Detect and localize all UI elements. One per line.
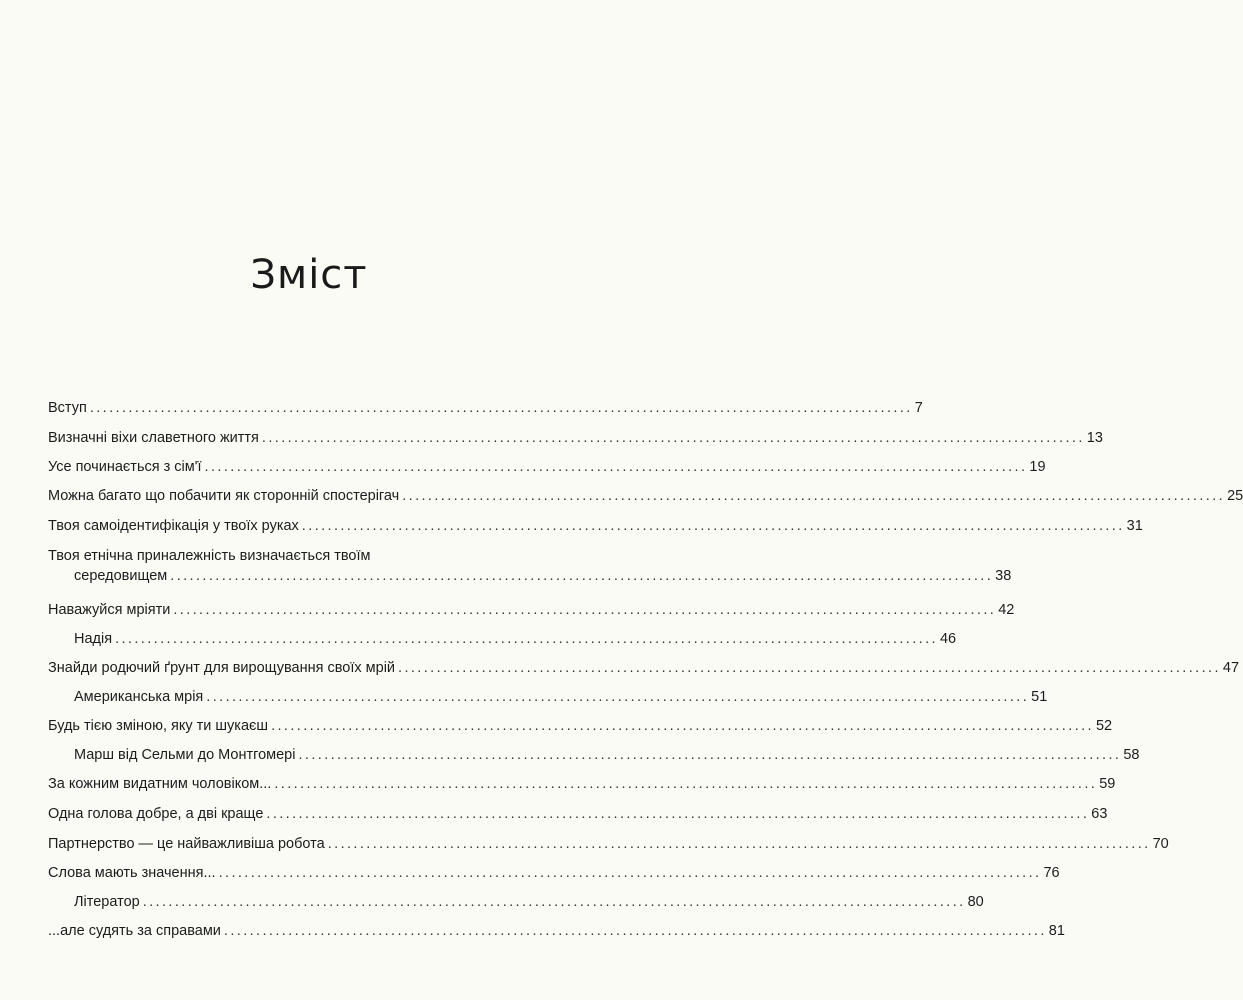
toc-entry (48, 629, 957, 649)
toc-entry (48, 687, 1048, 707)
toc-leader-dots: ................................................................................................................................ (218, 865, 1042, 881)
toc-entry-title: середовищем (74, 568, 168, 584)
toc-entry (48, 745, 1140, 765)
toc-leader-dots: ................................................................................................................................ (89, 400, 913, 416)
toc-entry (48, 546, 1012, 586)
toc-entry-page: 38 (995, 568, 1012, 584)
toc-leader-dots: ................................................................................................................................ (142, 894, 966, 910)
toc-entry-title: Вступ (48, 400, 87, 416)
toc-entry (48, 600, 1015, 620)
toc-entry-page: 70 (1152, 836, 1169, 852)
toc-entry (48, 486, 1243, 506)
toc-entry-page: 25 (1227, 488, 1243, 504)
toc-leader-dots: ................................................................................................................................ (223, 923, 1047, 939)
toc-entry (48, 516, 1143, 536)
toc-leader-dots: ................................................................................................................................ (173, 602, 997, 618)
toc-entry-page: 31 (1126, 518, 1143, 534)
toc-entry-page: 58 (1123, 747, 1140, 763)
toc-entry (48, 921, 1065, 941)
toc-entry-page: 42 (998, 602, 1015, 618)
toc-entry-page: 47 (1222, 660, 1240, 676)
toc-entry-title: Літератор (74, 894, 140, 910)
toc-entry-title: За кожним видатним чоловіком... (48, 776, 272, 792)
toc-entry-title: Американська мрія (74, 689, 204, 705)
toc-entry (48, 457, 1046, 477)
toc-leader-dots: ................................................................................................................................ (327, 836, 1151, 852)
toc-leader-dots: ................................................................................................................................ (266, 806, 1090, 822)
toc-entry (48, 658, 1240, 678)
toc-leader-dots: ................................................................................................................................ (298, 747, 1122, 763)
toc-entry-page: 13 (1086, 430, 1103, 446)
toc-entry-title-line1: Твоя етнічна приналежність визначається твоїм (48, 548, 371, 564)
toc-leader-dots: ................................................................................................................................ (398, 660, 1221, 676)
toc-entry-title: Усе починається з сім'ї (48, 459, 202, 475)
toc-entry-title: Надія (74, 631, 113, 647)
toc-entry-page: 59 (1099, 776, 1116, 792)
toc-entry-title: Визначні віхи славетного життя (48, 430, 259, 446)
toc-leader-dots: ................................................................................................................................ (271, 718, 1094, 734)
toc-entry (48, 398, 923, 418)
toc-leader-dots: ................................................................................................................................ (204, 459, 1028, 475)
toc-entry-title: Партнерство — це найважливіша робота (48, 836, 325, 852)
toc-entry-title: Слова мають значення... (48, 865, 216, 881)
toc-leader-dots: ................................................................................................................................ (170, 568, 994, 584)
toc-leader-dots: ................................................................................................................................ (274, 776, 1098, 792)
toc-entry-page: 63 (1091, 806, 1108, 822)
toc-entry-page: 80 (967, 894, 984, 910)
toc-entry-title: Наважуйся мріяти (48, 602, 171, 618)
toc-entry (48, 774, 1116, 794)
toc-entry-title: Можна багато що побачити як сторонній спостерігач (48, 488, 400, 504)
toc-entry-page: 7 (914, 400, 923, 416)
toc-entry-title: Одна голова добре, а дві краще (48, 806, 264, 822)
toc-leader-dots: ................................................................................................................................ (402, 488, 1226, 504)
toc-entry-page: 46 (939, 631, 957, 647)
toc-entry-title: Марш від Сельми до Монтгомері (74, 747, 296, 763)
toc-entry-title: Знайди родючий ґрунт для вирощування своїх мрій (48, 660, 396, 676)
toc-entry (48, 892, 984, 912)
toc-entry-page: 19 (1029, 459, 1046, 475)
toc-entry-page: 52 (1095, 718, 1113, 734)
page-title: Зміст (250, 252, 368, 298)
toc-leader-dots: ................................................................................................................................ (206, 689, 1030, 705)
toc-leader-dots: ................................................................................................................................ (115, 631, 938, 647)
toc-entry-page: 76 (1043, 865, 1060, 881)
toc-leader-dots: ................................................................................................................................ (301, 518, 1125, 534)
toc-entry-page: 81 (1048, 923, 1065, 939)
toc-entry (48, 863, 1060, 883)
toc-leader-dots: ................................................................................................................................ (261, 430, 1085, 446)
toc-entry-title: ...але судять за справами (48, 923, 221, 939)
toc-entry (48, 834, 1169, 854)
toc-entry (48, 804, 1108, 824)
toc-entry-title: Будь тією зміною, яку ти шукаєш (48, 718, 269, 734)
toc-entry (48, 716, 1113, 736)
toc-entry (48, 428, 1103, 448)
toc-entry-page: 51 (1031, 689, 1048, 705)
toc-entry-title: Твоя самоідентифікація у твоїх руках (48, 518, 299, 534)
